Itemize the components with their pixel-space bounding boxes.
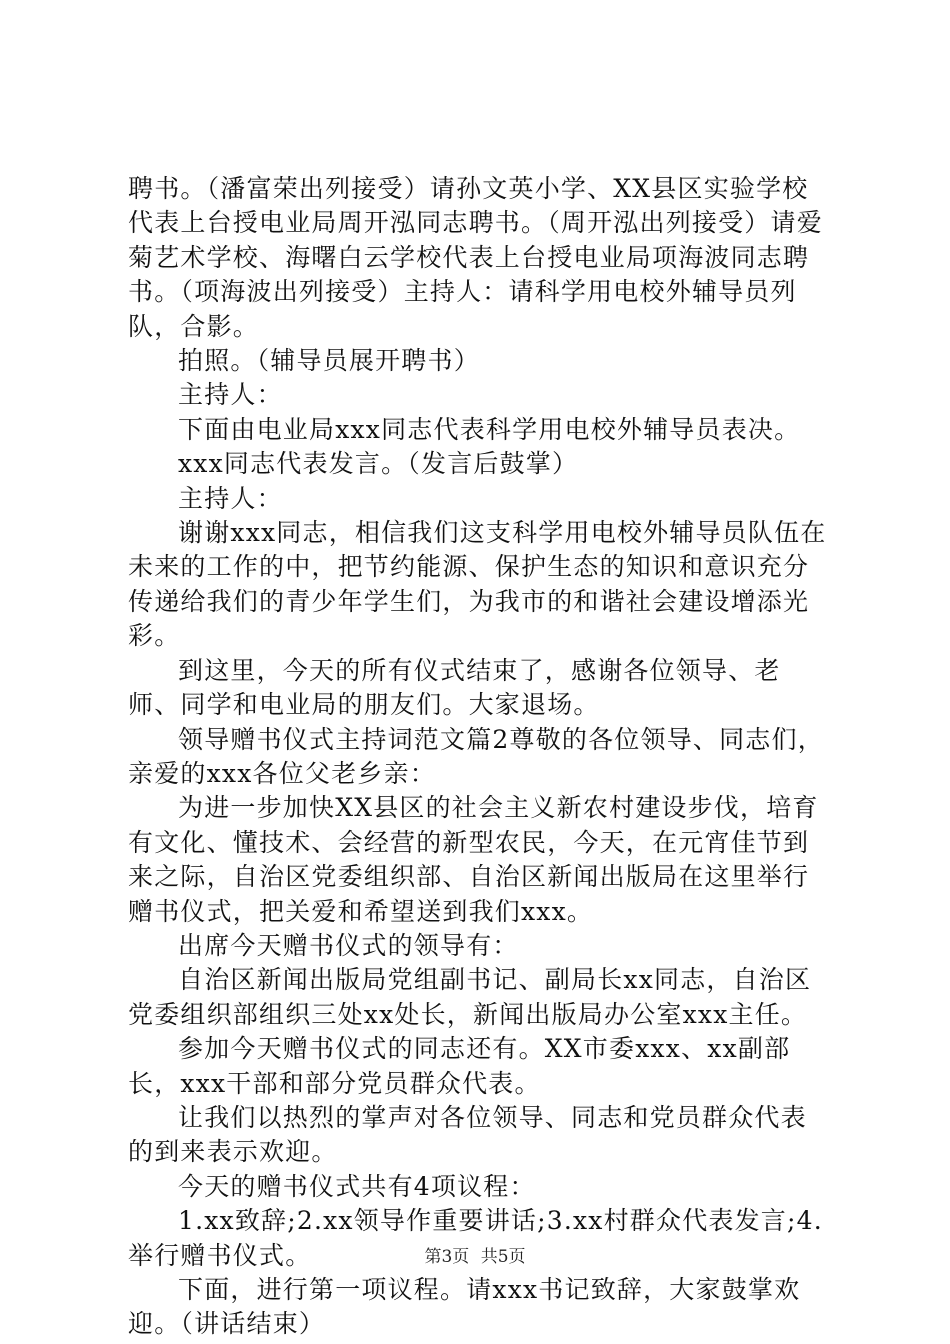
paragraph: 主持人： [178,380,283,410]
document-body [128,172,828,1342]
paragraph: 聘书。（潘富荣出列接受）请孙文英小学、XX县区实验学校代表上台授电业局周开泓同志聘书。（周开泓出列接受）请爱菊艺术学校、海曙白云学校代表上台授电业局项海波同志聘书。（项海波出列接受）主持人：请科学用电校外辅导员列队，合影。 [128,174,823,341]
paragraph: 让我们以热烈的掌声对各位领导、同志和党员群众代表的到来表示欢迎。 [128,1102,807,1167]
paragraph: 到这里，今天的所有仪式结束了，感谢各位领导、老师、同学和电业局的朋友们。大家退场。 [128,655,781,720]
paragraph: 下面由电业局xxx同志代表科学用电校外辅导员表决。 [178,414,801,444]
paragraph: 自治区新闻出版局党组副书记、副局长xx同志，自治区党委组织部组织三处xx处长，新闻出版局办公室xxx主任。 [128,965,812,1029]
paragraph: 拍照。（辅导员展开聘书） [178,346,480,376]
paragraph: 谢谢xxx同志，相信我们这支科学用电校外辅导员队伍在未来的工作的中，把节约能源、保护生态的知识和意识充分传递给我们的青少年学生们，为我市的和谐社会建设增添光彩。 [128,518,827,651]
page-footer [0,1242,950,1267]
paragraph: 参加今天赠书仪式的同志还有。XX市委xxx、xx副部长，xxx干部和部分党员群众代表。 [128,1034,791,1098]
page-number: 第3页 [424,1247,470,1267]
page-total: 共5页 [480,1247,526,1267]
paragraph: 下面，进行第一项议程。请xxx书记致辞，大家鼓掌欢迎。（讲话结束） [128,1275,801,1339]
paragraph: 1.xx致辞;2.xx领导作重要讲话;3.xx村群众代表发言;4.举行赠书仪式。 [128,1206,823,1270]
paragraph: 主持人： [178,483,283,513]
paragraph: 今天的赠书仪式共有4项议程： [178,1171,536,1201]
paragraph: 领导赠书仪式主持词范文篇2尊敬的各位领导、同志们，亲爱的xxx各位父老乡亲： [128,724,824,788]
paragraph: 为进一步加快XX县区的社会主义新农村建设步伐，培育有文化、懂技术、会经营的新型农民，今天，在元宵佳节到来之际，自治区党委组织部、自治区新闻出版局在这里举行赠书仪式，把关爱和希望送到我们xxx。 [128,793,819,926]
paragraph: xxx同志代表发言。（发言后鼓掌） [178,449,579,479]
paragraph: 出席今天赠书仪式的领导有： [178,930,519,960]
